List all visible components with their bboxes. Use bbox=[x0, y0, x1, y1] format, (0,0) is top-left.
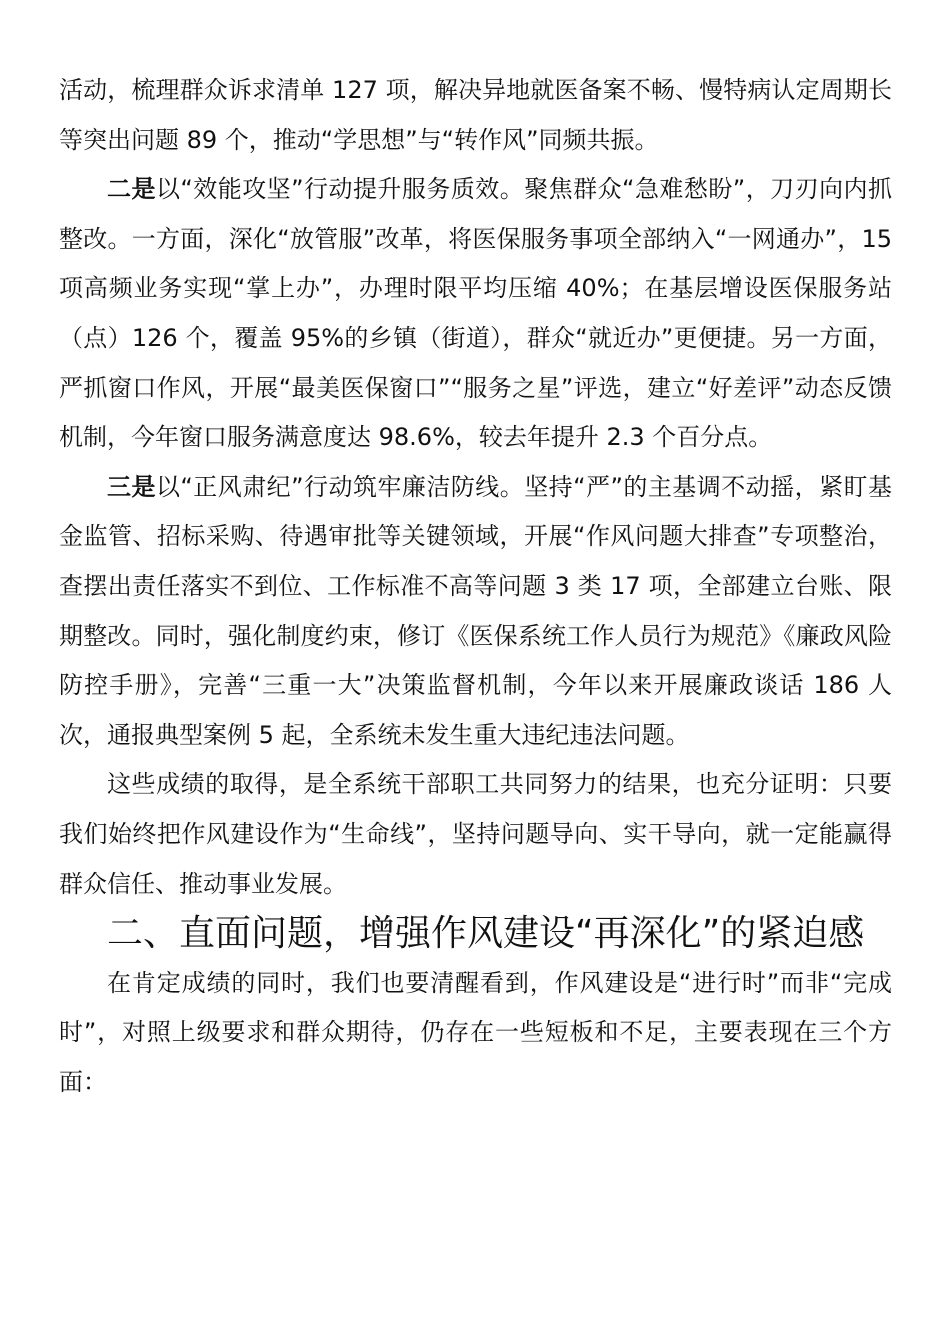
paragraph-text: 在肯定成绩的同时，我们也要清醒看到，作风建设是“进行时”而非“完成时”，对照上级要求和群众期待，仍存在一些短板和不足，主要表现在三个方面： bbox=[59, 968, 892, 1096]
paragraph-summary bbox=[59, 760, 892, 909]
paragraph-point-two bbox=[59, 165, 892, 463]
paragraph-text: 以“正风肃纪”行动筑牢廉洁防线。坚持“严”的主基调不动摇，紧盯基金监管、招标采购、待遇审批等关键领域，开展“作风问题大排查”专项整治，查摆出责任落实不到位、工作标准不高等问题 3 类 17 项，全部建立台账、限期整改。同时，强化制度约束，修订《医保系统工作人员行为规范》《廉政风险防控手册》，完善“三重一大”决策监督机制，今年以来开展廉政谈话 186 人次，通报典型案例 5 起，全系统未发生重大违纪违法问题。 bbox=[59, 472, 893, 749]
paragraph-text: 这些成绩的取得，是全系统干部职工共同努力的结果，也充分证明：只要我们始终把作风建设作为“生命线”，坚持问题导向、实干导向，就一定能赢得群众信任、推动事业发展。 bbox=[59, 770, 892, 898]
paragraph-text: 以“效能攻坚”行动提升服务质效。聚焦群众“急难愁盼”，刀刃向内抓整改。一方面，深化“放管服”改革，将医保服务事项全部纳入“一网通办”，15 项高频业务实现“掌上办”，办理时限平均压缩 40%；在基层增设医保服务站（点）126 个，覆盖 95%的乡镇（街道），群众“就近办”更便捷。另一方面，严抓窗口作风，开展“最美医保窗口”“服务之星”评选，建立“好差评”动态反馈机制，今年窗口服务满意度达 98.6%，较去年提升 2.3 个百分点。 bbox=[59, 175, 893, 452]
document-page bbox=[59, 66, 892, 1107]
paragraph-text: 活动，梳理群众诉求清单 127 项，解决异地就医备案不畅、慢特病认定周期长等突出问题 89 个，推动“学思想”与“转作风”同频共振。 bbox=[59, 76, 892, 154]
paragraph-point-three bbox=[59, 463, 892, 761]
paragraph-lead-label: 三是 bbox=[107, 472, 156, 501]
paragraph-lead-label: 二是 bbox=[107, 175, 156, 204]
section-heading: 二、直面问题，增强作风建设“再深化”的紧迫感 bbox=[107, 913, 865, 955]
paragraph-continuation bbox=[59, 66, 892, 165]
paragraph-closing bbox=[59, 959, 892, 1108]
